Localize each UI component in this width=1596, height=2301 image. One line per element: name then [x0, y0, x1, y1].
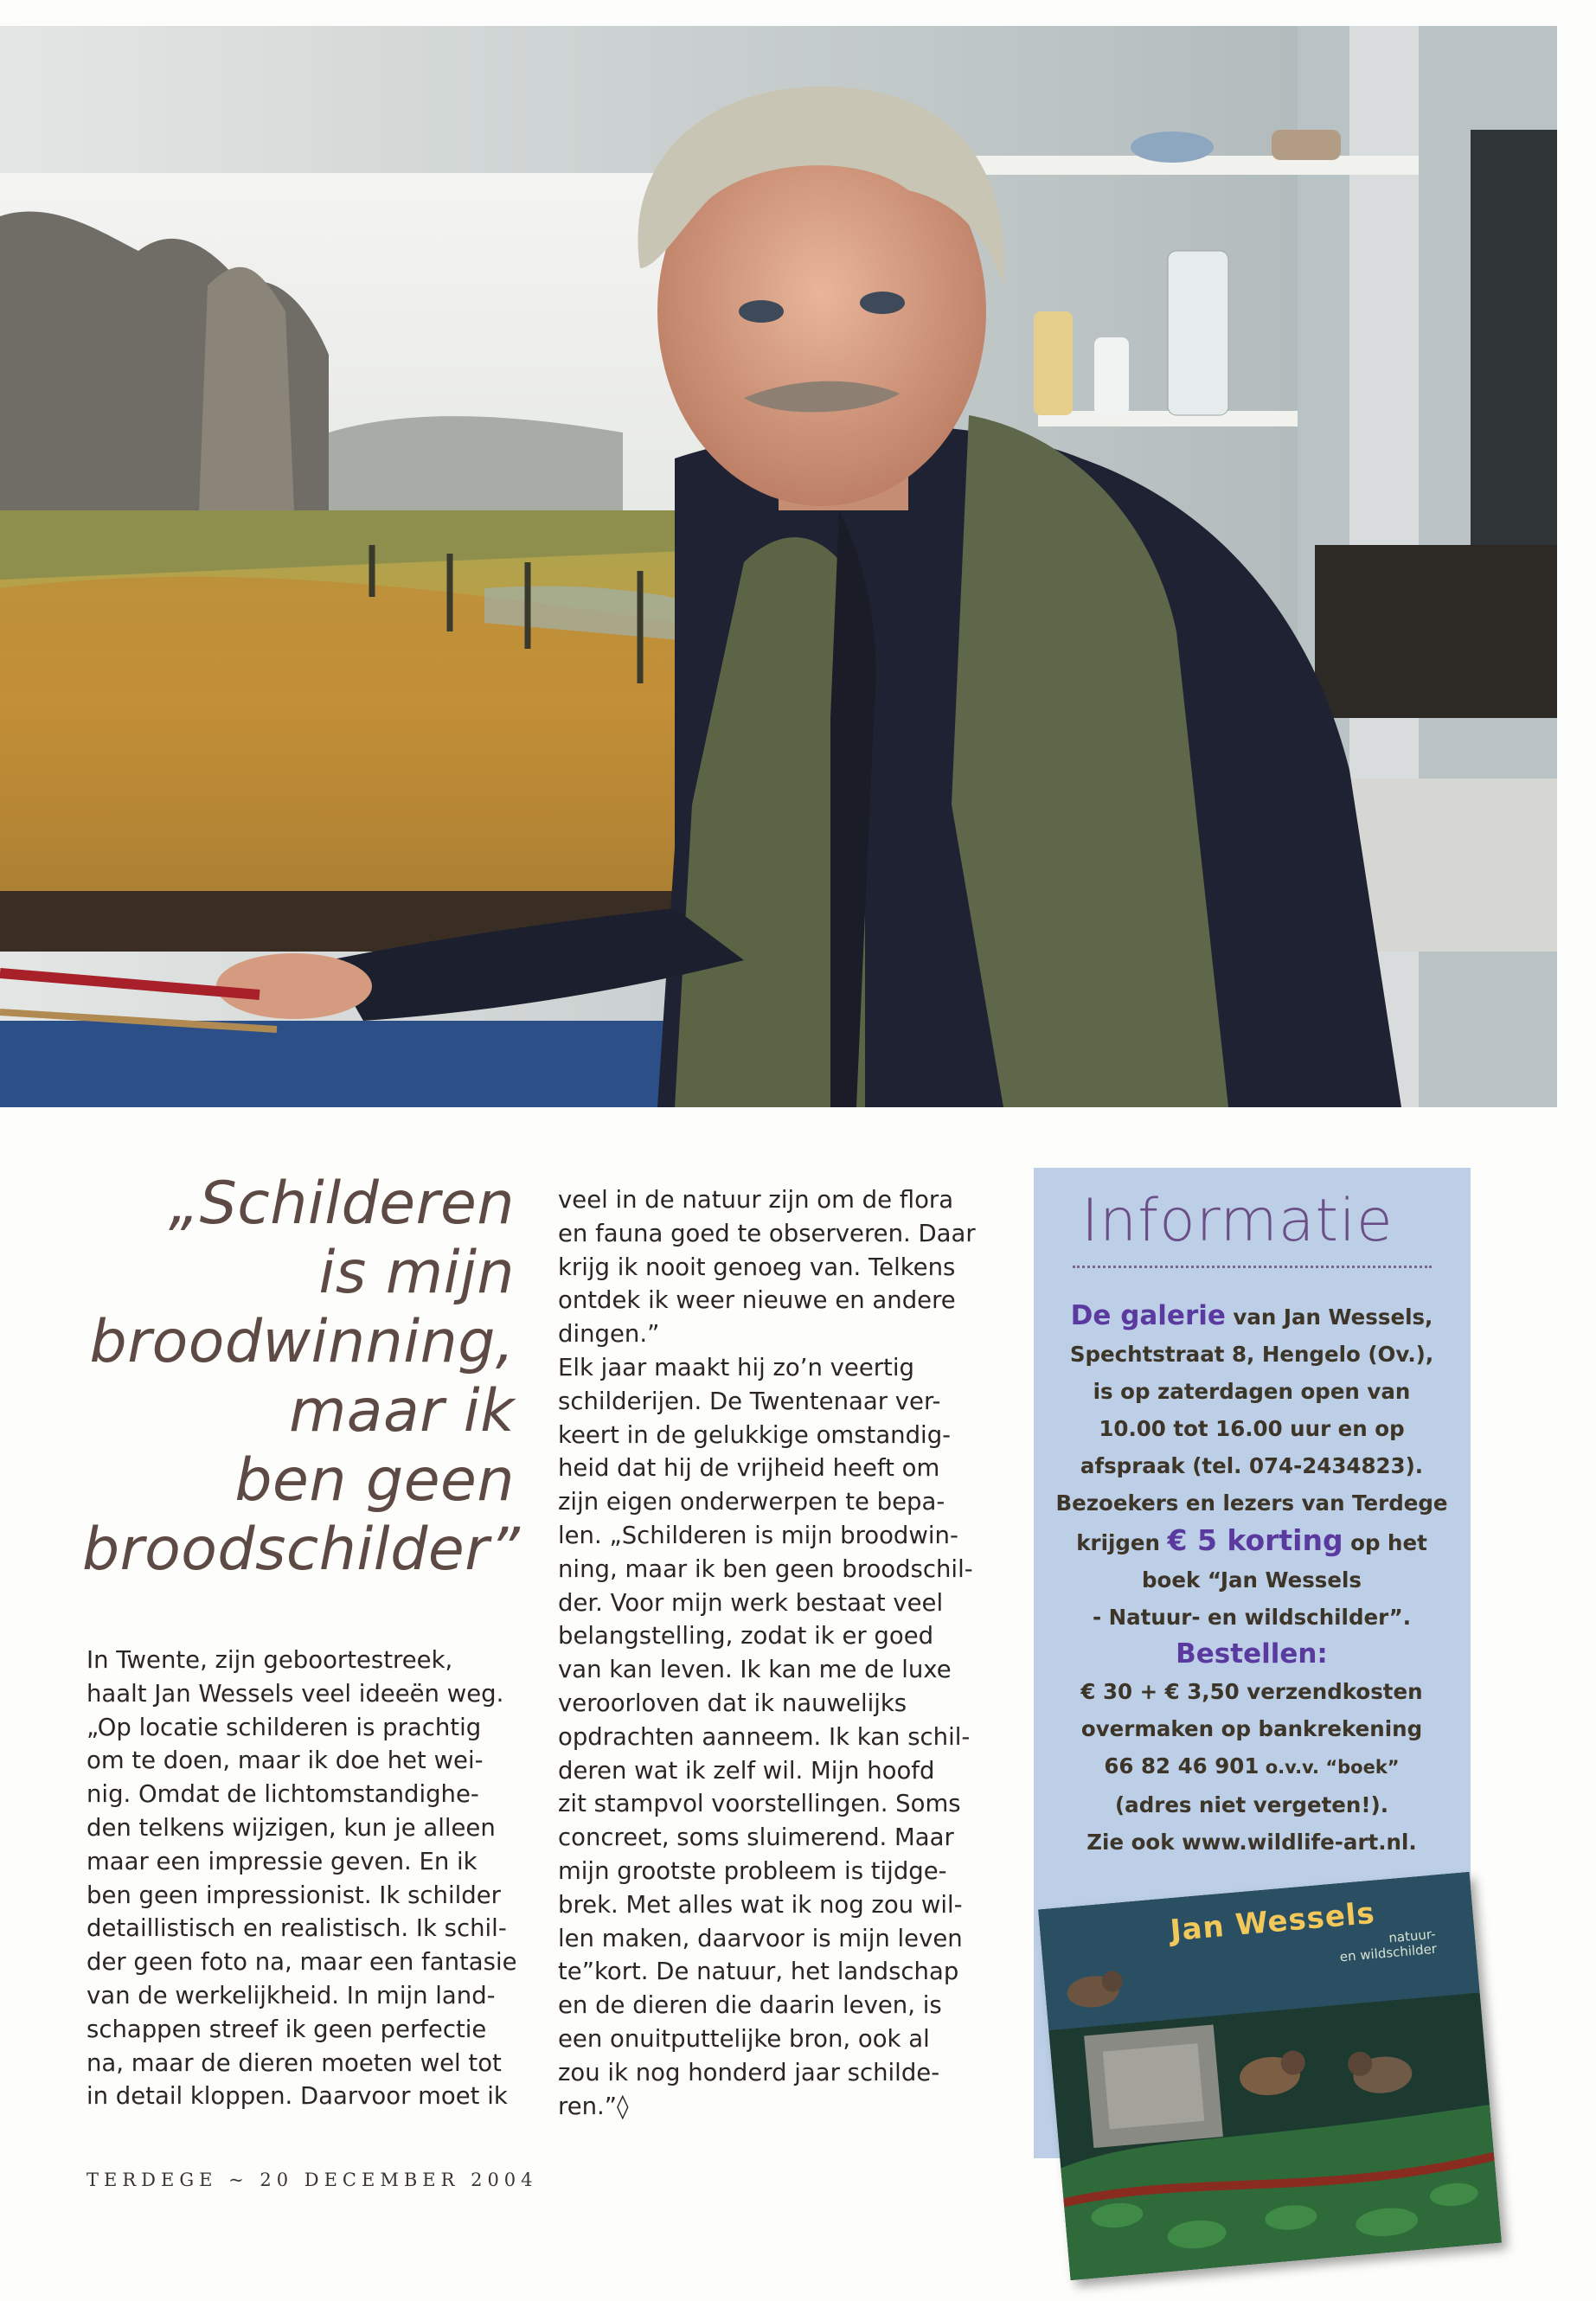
- body-text-line: der. Voor mijn werk bestaat veel: [558, 1588, 944, 1617]
- body-text-line: zou ik nog honderd jaar schilde-: [558, 2058, 940, 2086]
- body-text-line: ning, maar ik ben geen broodschil-: [558, 1554, 973, 1583]
- body-text-line: concreet, soms sluimerend. Maar: [558, 1823, 954, 1852]
- body-text-line: van kan leven. Ik kan me de luxe: [558, 1656, 952, 1684]
- website-line: Zie ook www.wildlife-art.nl.: [1086, 1830, 1417, 1855]
- body-text-line: keert in de gelukkige omstandig-: [558, 1420, 952, 1449]
- book-subtitle-line: en wildschilder: [1339, 1940, 1438, 1965]
- info-line: afspraak (tel. 074-2434823).: [1080, 1453, 1424, 1478]
- body-text-line: „Op locatie schilderen is prachtig: [87, 1713, 482, 1741]
- pull-quote-line: broodwinning,: [89, 1308, 515, 1376]
- body-text-line: krijg ik nooit genoeg van. Telkens: [558, 1253, 956, 1281]
- body-text-line: schappen streef ik geen perfectie: [87, 2015, 487, 2043]
- info-line-pre: krijgen: [1076, 1530, 1168, 1555]
- body-text-line: ben geen impressionist. Ik schilder: [87, 1881, 501, 1909]
- body-text-line: len. „Schilderen is mijn broodwin-: [558, 1521, 958, 1549]
- body-text-line: veroorloven dat ik nauwelijks: [558, 1689, 907, 1717]
- pull-quote-line: broodschilder”: [82, 1516, 521, 1584]
- info-line-post: op het: [1343, 1530, 1427, 1555]
- article-column-1: [87, 1644, 528, 2113]
- body-text-line: belangstelling, zodat ik er goed: [558, 1622, 934, 1650]
- info-line-rest: o.v.v. “boek”: [1259, 1757, 1400, 1778]
- body-text-line: dingen.”: [558, 1320, 660, 1349]
- info-line: Bezoekers en lezers van Terdege: [1055, 1490, 1448, 1516]
- body-text-line: deren wat ik zelf wil. Mijn hoofd: [558, 1756, 935, 1785]
- korting-highlight: € 5 korting: [1167, 1523, 1343, 1557]
- body-text-line: van de werkelijkheid. In mijn land-: [87, 1981, 496, 2009]
- book-subtitle-line: natuur-: [1388, 1926, 1437, 1946]
- body-text-line: maar een impressie geven. En ik: [87, 1847, 478, 1875]
- book-cover: [1038, 1872, 1502, 2280]
- body-text-line: te”kort. De natuur, het landschap: [558, 1958, 959, 1986]
- bank-number: 66 82 46 901: [1104, 1753, 1259, 1779]
- body-text-line: mijn grootste probleem is tijdge-: [558, 1856, 947, 1885]
- body-text-line: detaillistisch en realistisch. Ik schil-: [87, 1914, 507, 1943]
- body-text-line: na, maar de dieren moeten wel tot: [87, 2048, 502, 2077]
- info-line: € 30 + € 3,50 verzendkosten: [1080, 1679, 1423, 1704]
- galerie-highlight: De galerie: [1070, 1300, 1226, 1331]
- body-text-line: ontdek ik weer nieuwe en andere: [558, 1286, 956, 1315]
- body-text-line: zijn eigen onderwerpen te bepa-: [558, 1488, 945, 1516]
- pull-quote-line: is mijn: [318, 1239, 515, 1307]
- painter-in-studio-icon: [0, 26, 1557, 1107]
- info-line: (adres niet vergeten!).: [1114, 1792, 1389, 1817]
- body-text-line: brek. Met alles wat ik nog zou wil-: [558, 1890, 963, 1919]
- body-text-line: een onuitputtelijke bron, ook al: [558, 2024, 930, 2053]
- body-text-line: der geen foto na, maar een fantasie: [87, 1948, 517, 1977]
- body-text-line: len maken, daarvoor is mijn leven: [558, 1924, 963, 1952]
- body-text-line: veel in de natuur zijn om de flora: [558, 1186, 954, 1214]
- info-line: [1044, 1522, 1459, 1561]
- body-text-line: nig. Omdat de lichtomstandighe-: [87, 1780, 479, 1809]
- body-text-line: schilderijen. De Twentenaar ver-: [558, 1387, 941, 1415]
- bestellen-heading: Bestellen:: [1176, 1638, 1328, 1670]
- page-footer: TERDEGE ~ 20 DECEMBER 2004: [87, 2170, 538, 2190]
- body-text-line: ren.”◊: [558, 2092, 629, 2120]
- pull-quote-line: ben geen: [234, 1446, 515, 1515]
- body-text-line: en fauna goed te observeren. Daar: [558, 1219, 976, 1247]
- pull-quote-line: „Schilderen: [168, 1170, 515, 1238]
- info-line-rest: van Jan Wessels,: [1225, 1304, 1433, 1330]
- body-text-line: den telkens wijzigen, kun je alleen: [87, 1813, 496, 1842]
- info-line: boek “Jan Wessels: [1142, 1567, 1362, 1593]
- book-title: Jan Wessels: [1169, 1895, 1377, 1949]
- info-line: Spechtstraat 8, Hengelo (Ov.),: [1069, 1342, 1434, 1367]
- body-text-line: Elk jaar maakt hij zo’n veertig: [558, 1353, 914, 1381]
- feature-photo: [0, 26, 1557, 1107]
- body-text-line: heid dat hij de vrijheid heeft om: [558, 1454, 940, 1483]
- info-title: Informatie: [1081, 1187, 1394, 1255]
- pull-quote-line: maar ik: [289, 1377, 515, 1445]
- info-line: 10.00 tot 16.00 uur en op: [1099, 1416, 1405, 1441]
- body-text-line: haalt Jan Wessels veel ideeën weg.: [87, 1679, 504, 1708]
- info-line: - Natuur- en wildschilder”.: [1092, 1605, 1412, 1630]
- info-line: is op zaterdagen open van: [1093, 1379, 1411, 1404]
- body-text-line: in detail kloppen. Daarvoor moet ik: [87, 2082, 508, 2111]
- info-line: [1044, 1298, 1459, 1336]
- info-line: overmaken op bankrekening: [1080, 1716, 1423, 1741]
- body-text-line: opdrachten aanneem. Ik kan schil-: [558, 1722, 971, 1751]
- pull-quote: [82, 1170, 521, 1585]
- info-line: [1044, 1747, 1459, 1786]
- body-text-line: zit stampvol voorstellingen. Soms: [558, 1790, 961, 1818]
- body-text-line: In Twente, zijn geboortestreek,: [87, 1646, 453, 1674]
- article-column-2: [558, 1183, 990, 2123]
- body-text-line: en de dieren die daarin leven, is: [558, 1991, 942, 2020]
- dotted-divider: [1073, 1266, 1432, 1268]
- info-text: [1044, 1298, 1459, 1861]
- body-text-line: om te doen, maar ik doe het wei-: [87, 1747, 484, 1775]
